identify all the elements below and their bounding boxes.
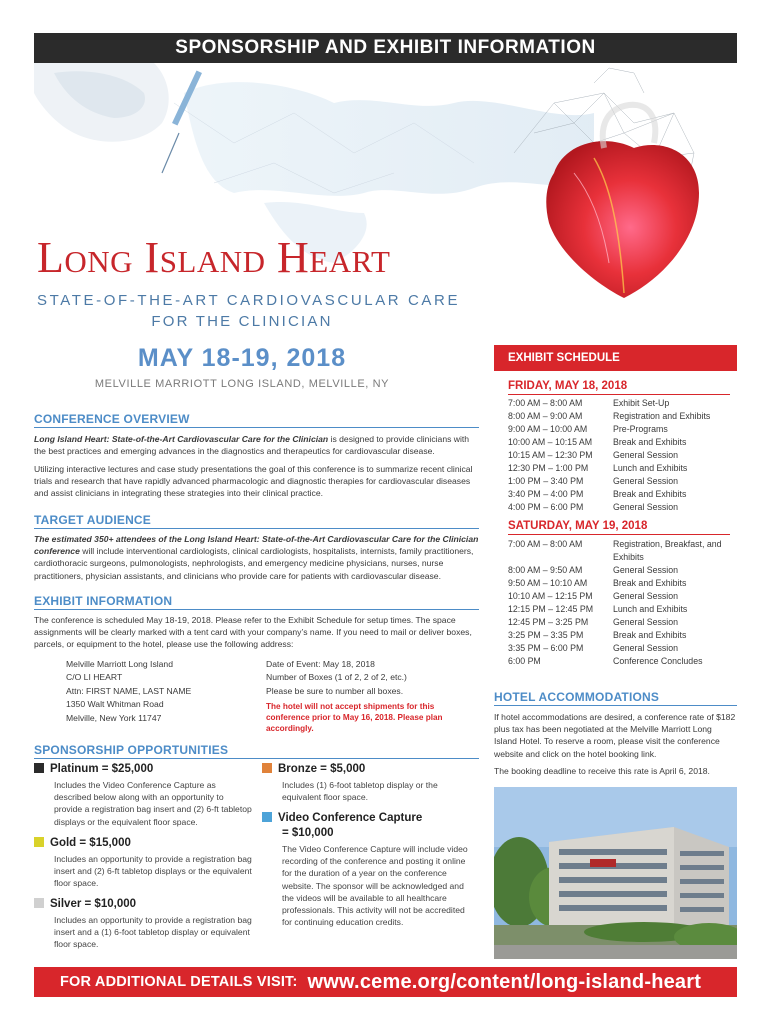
video-square-icon — [262, 812, 272, 822]
schedule-time: 7:00 AM – 8:00 AM — [508, 398, 583, 408]
exhibit-information-para: The conference is scheduled May 18-19, 2018. Please refer to the Exhibit Schedule for setup times. The space assignments will be clearly marked with a tent card with your company’s name. If you need to mail or deliver boxes, parcels, or equipment to the hotel, please use the following address: — [34, 615, 472, 650]
schedule-event: Break and Exhibits — [613, 437, 687, 447]
hotel-building-image — [494, 787, 737, 959]
video-tier-desc: The Video Conference Capture will include video recording of the conference and posting it online for the duration of a year on the conference website. The sponsor will be acknowledged and the videos will be available to all healthcare professionals. This activity will not be accredited for continuing education credits. — [282, 844, 468, 928]
section-divider — [34, 427, 479, 428]
schedule-time: 12:45 PM – 3:25 PM — [508, 617, 589, 627]
schedule-time: 8:00 AM – 9:50 AM — [508, 565, 583, 575]
hotel-para2: The booking deadline to receive this rate is April 6, 2018. — [494, 766, 710, 776]
tier-title-text: Gold = $15,000 — [50, 837, 131, 849]
shipping-line: Date of Event: May 18, 2018 — [266, 659, 375, 669]
schedule-time: 8:00 AM – 9:00 AM — [508, 411, 583, 421]
address-line: Melville, New York 11747 — [66, 712, 162, 723]
conference-overview-para2: Utilizing interactive lectures and case study presentations the goal of this conference is to summarize recent clinical trials and research that have rapidly advanced pharmacologic and diagnostic therapies for cardiovascular diseases and assist clinicians in integrating these strategies into their clinical practice. — [34, 464, 473, 499]
platinum-tier-desc: Includes the Video Conference Capture as described below along with an opportunity to provide a registration bag insert and (2) 6-ft tabletop displays or the equivalent floor space. — [54, 780, 252, 827]
body-text: is designed to provide clinicians with the best practices and emerging advances in the diagnostics and therapeutics for cardiovascular disease. — [34, 434, 470, 457]
event-venue: MELVILLE MARRIOTT LONG ISLAND, MELVILLE, NY — [94, 378, 390, 390]
bronze-square-icon — [262, 763, 272, 773]
target-audience-para — [34, 533, 479, 582]
event-date: MAY 18-19, 2018 — [137, 344, 347, 372]
section-divider — [34, 758, 479, 759]
shipping-line: Please be sure to number all boxes. — [266, 685, 404, 696]
silver-tier-title — [34, 898, 136, 910]
schedule-event: General Session — [613, 502, 679, 512]
event-title: Long Island Heart — [37, 233, 391, 282]
tier-title-text: Bronze = $5,000 — [278, 763, 366, 775]
schedule-time: 9:00 AM – 10:00 AM — [508, 424, 588, 434]
mailing-address — [66, 658, 191, 725]
schedule-event: Conference Concludes — [613, 656, 703, 666]
target-audience-heading: TARGET AUDIENCE — [34, 513, 151, 527]
exhibit-information-heading: EXHIBIT INFORMATION — [34, 594, 173, 608]
section-divider — [34, 528, 479, 529]
shipping-warning: The hotel will not accept shipments for this conference prior to May 16, 2018. Please plan accordingly. — [266, 702, 443, 734]
tier-title-text: Platinum = $25,000 — [50, 763, 154, 775]
day2-heading: SATURDAY, MAY 19, 2018 — [508, 520, 648, 532]
banner-title: SPONSORSHIP AND EXHIBIT INFORMATION — [175, 37, 596, 58]
schedule-event: Break and Exhibits — [613, 489, 687, 499]
emphasis-text: The estimated 350+ attendees of the Long Island Heart: State-of-the-Art Cardiovascular Care for the Clinician conference — [34, 534, 479, 557]
video-tier-title — [262, 812, 422, 824]
footer-bar — [34, 967, 737, 997]
schedule-event: General Session — [613, 591, 679, 601]
schedule-event: General Session — [613, 476, 679, 486]
schedule-time: 3:40 PM – 4:00 PM — [508, 489, 584, 499]
footer-url-link[interactable]: www.ceme.org/content/long-island-heart — [307, 970, 702, 993]
sponsorship-heading: SPONSORSHIP OPPORTUNITIES — [34, 743, 229, 757]
conference-overview-heading: CONFERENCE OVERVIEW — [34, 412, 190, 426]
shipping-line: Number of Boxes (1 of 2, 2 of 2, etc.) — [266, 672, 407, 683]
schedule-time: 3:35 PM – 6:00 PM — [508, 643, 584, 653]
gold-tier-title — [34, 837, 131, 849]
day-divider — [508, 534, 730, 535]
schedule-event: Break and Exhibits — [613, 578, 687, 588]
schedule-event: Registration and Exhibits — [613, 411, 711, 421]
section-divider — [34, 609, 479, 610]
schedule-heading-text: EXHIBIT SCHEDULE — [508, 352, 620, 364]
schedule-time: 7:00 AM – 8:00 AM — [508, 539, 583, 549]
schedule-time: 10:15 AM – 12:30 PM — [508, 450, 593, 460]
hotel-para1: If hotel accommodations are desired, a conference rate of $182 plus tax has been negotiated at the Melville Marriott Long Island Hotel. To reserve a room, please visit the conference website and click on the hotel booking link. — [494, 712, 736, 759]
schedule-time: 10:00 AM – 10:15 AM — [508, 437, 593, 447]
emphasis-text: Long Island Heart: State-of-the-Art Cardiovascular Care for the Clinician — [34, 434, 329, 444]
schedule-event: Pre-Programs — [613, 424, 668, 434]
conference-overview-para1 — [34, 433, 479, 457]
schedule-event: General Session — [613, 450, 679, 460]
schedule-time: 12:30 PM – 1:00 PM — [508, 463, 589, 473]
address-line: Attn: FIRST NAME, LAST NAME — [66, 685, 192, 696]
schedule-time: 6:00 PM — [508, 656, 541, 666]
day-divider — [508, 394, 730, 395]
event-subtitle-line2: FOR THE CLINICIAN — [151, 313, 333, 330]
bronze-tier-title — [262, 763, 365, 775]
schedule-time: 10:10 AM – 12:15 PM — [508, 591, 593, 601]
schedule-time: 3:25 PM – 3:35 PM — [508, 630, 584, 640]
schedule-time: 4:00 PM – 6:00 PM — [508, 502, 584, 512]
bronze-tier-desc: Includes (1) 6-foot tabletop display or the equivalent floor space. — [282, 780, 438, 803]
day1-heading: FRIDAY, MAY 18, 2018 — [508, 380, 628, 392]
schedule-event: Lunch and Exhibits — [613, 463, 688, 473]
body-text: will include interventional cardiologists, clinical cardiologists, hospitalists, internists, family practitioners, cardiothoracic surgeons, pulmonologists, nephrologists, and emergency medicine physicians, nurses, nurse practitioners, physician assistants, and clinicians who provide care for patients with cardiovascular disease. — [34, 546, 474, 581]
schedule-time: 1:00 PM – 3:40 PM — [508, 476, 584, 486]
tier-title-text: Silver = $10,000 — [50, 898, 137, 910]
platinum-square-icon — [34, 763, 44, 773]
event-subtitle-line1: STATE-OF-THE-ART CARDIOVASCULAR CARE — [37, 292, 461, 309]
schedule-event: General Session — [613, 565, 679, 575]
footer-label: FOR ADDITIONAL DETAILS VISIT: — [60, 974, 298, 990]
schedule-time: 9:50 AM – 10:10 AM — [508, 578, 588, 588]
silver-tier-desc: Includes an opportunity to provide a registration bag insert and a (1) 6-foot tabletop display or equivalent floor space. — [54, 915, 252, 950]
schedule-event: General Session — [613, 643, 679, 653]
address-line: 1350 Walt Whitman Road — [66, 699, 164, 710]
exhibit-schedule-heading — [494, 345, 737, 371]
platinum-tier-title — [34, 763, 153, 775]
schedule-time: 12:15 PM – 12:45 PM — [508, 604, 594, 614]
top-banner — [34, 33, 737, 63]
schedule-event: General Session — [613, 617, 679, 627]
shipping-instructions — [266, 658, 407, 698]
schedule-event: Lunch and Exhibits — [613, 604, 688, 614]
gold-tier-desc: Includes an opportunity to provide a registration bag insert and (2) 6-ft tabletop displays or the equivalent floor space. — [54, 854, 252, 889]
video-tier-price: = $10,000 — [282, 827, 334, 839]
schedule-event: Registration, Breakfast, and Exhibits — [613, 539, 722, 562]
silver-square-icon — [34, 898, 44, 908]
hotel-heading: HOTEL ACCOMMODATIONS — [494, 690, 660, 704]
address-line: Melville Marriott Long Island — [66, 659, 173, 669]
schedule-event: Break and Exhibits — [613, 630, 687, 640]
schedule-event: Exhibit Set-Up — [613, 398, 670, 408]
hotel-photo — [494, 787, 737, 959]
tier-title-text: Video Conference Capture — [278, 812, 423, 824]
address-line: C/O LI HEART — [66, 672, 123, 683]
section-divider — [494, 705, 737, 706]
gold-square-icon — [34, 837, 44, 847]
